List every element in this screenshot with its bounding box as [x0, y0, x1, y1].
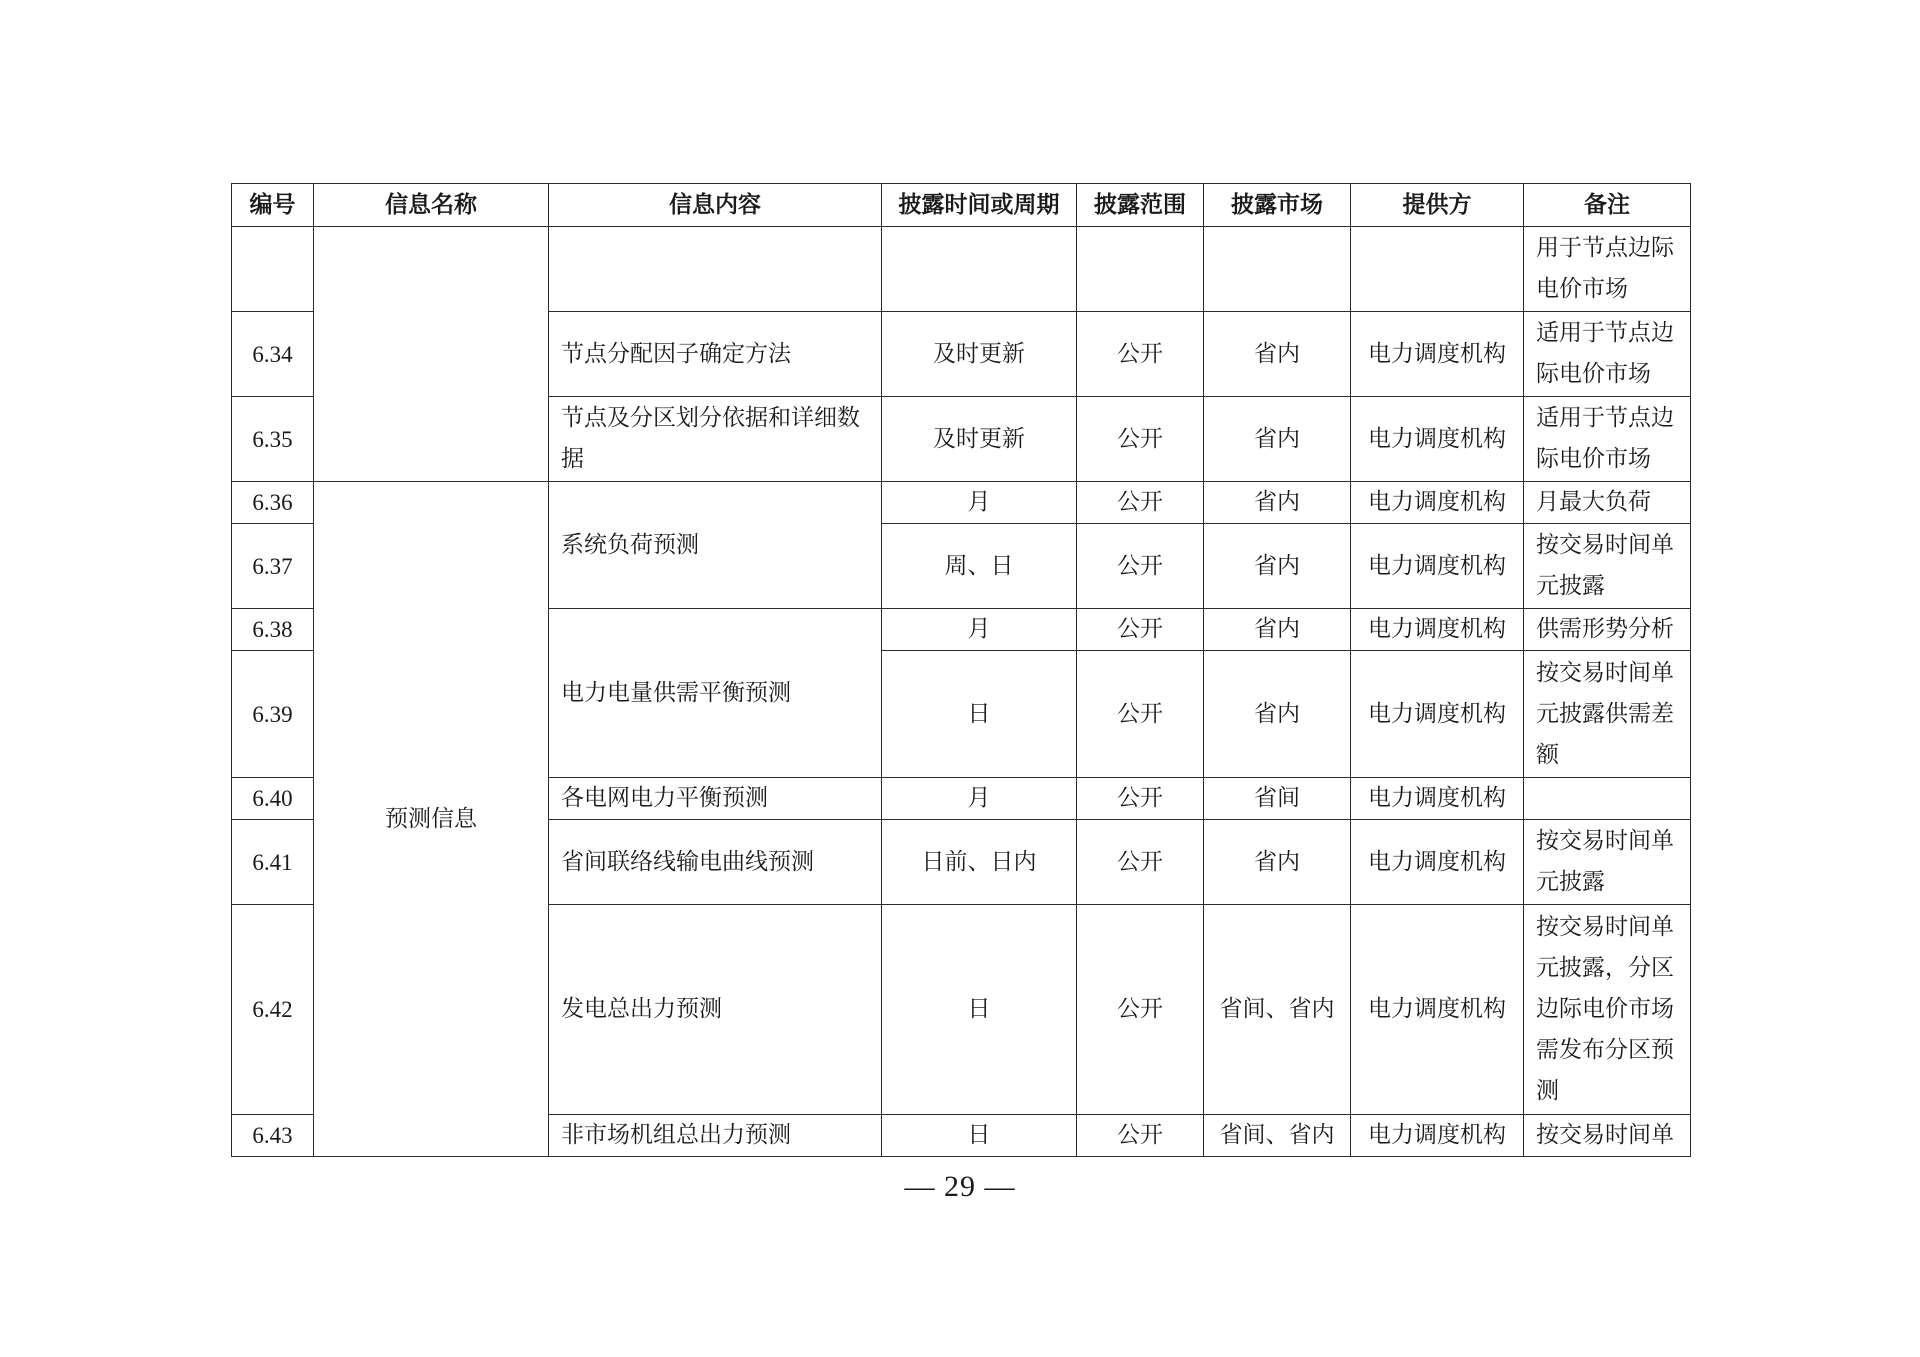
row-content: 发电总出力预测 [549, 905, 882, 1115]
row-period: 周、日 [882, 524, 1077, 609]
row-note: 适用于节点边际电价市场 [1524, 397, 1691, 482]
table-header-row [232, 184, 1691, 227]
disclosure-table [231, 183, 1691, 1157]
row-note: 按交易时间单 [1524, 1115, 1691, 1157]
table-row [232, 227, 1691, 312]
row-provider: 电力调度机构 [1351, 312, 1524, 397]
row-market: 省间、省内 [1204, 1115, 1351, 1157]
row-period: 日 [882, 1115, 1077, 1157]
row-market: 省间 [1204, 778, 1351, 820]
row-note [1524, 778, 1691, 820]
row-id: 6.36 [232, 482, 314, 524]
row-id: 6.40 [232, 778, 314, 820]
row-market [1204, 227, 1351, 312]
row-content: 系统负荷预测 [549, 482, 882, 609]
row-provider [1351, 227, 1524, 312]
row-provider: 电力调度机构 [1351, 905, 1524, 1115]
row-scope: 公开 [1077, 1115, 1204, 1157]
row-id: 6.39 [232, 651, 314, 778]
row-market: 省内 [1204, 609, 1351, 651]
row-id: 6.34 [232, 312, 314, 397]
row-scope: 公开 [1077, 482, 1204, 524]
row-note: 按交易时间单元披露 [1524, 820, 1691, 905]
row-period [882, 227, 1077, 312]
header-info-name: 信息名称 [314, 184, 549, 227]
row-period: 日 [882, 905, 1077, 1115]
row-scope: 公开 [1077, 524, 1204, 609]
row-note: 适用于节点边际电价市场 [1524, 312, 1691, 397]
row-period: 月 [882, 609, 1077, 651]
row-content: 非市场机组总出力预测 [549, 1115, 882, 1157]
row-period: 及时更新 [882, 397, 1077, 482]
row-provider: 电力调度机构 [1351, 482, 1524, 524]
row-market: 省内 [1204, 312, 1351, 397]
row-market: 省内 [1204, 482, 1351, 524]
row-content: 各电网电力平衡预测 [549, 778, 882, 820]
row-scope: 公开 [1077, 609, 1204, 651]
row-id: 6.37 [232, 524, 314, 609]
row-scope: 公开 [1077, 778, 1204, 820]
row-content [549, 227, 882, 312]
row-provider: 电力调度机构 [1351, 820, 1524, 905]
row-note: 用于节点边际电价市场 [1524, 227, 1691, 312]
info-name-forecast: 预测信息 [314, 482, 549, 1157]
row-content: 节点分配因子确定方法 [549, 312, 882, 397]
row-scope: 公开 [1077, 651, 1204, 778]
row-id: 6.38 [232, 609, 314, 651]
row-scope: 公开 [1077, 820, 1204, 905]
row-content: 电力电量供需平衡预测 [549, 609, 882, 778]
header-scope: 披露范围 [1077, 184, 1204, 227]
row-note: 供需形势分析 [1524, 609, 1691, 651]
row-period: 月 [882, 778, 1077, 820]
row-note: 按交易时间单元披露 [1524, 524, 1691, 609]
row-scope: 公开 [1077, 312, 1204, 397]
row-scope [1077, 227, 1204, 312]
row-content: 省间联络线输电曲线预测 [549, 820, 882, 905]
row-period: 日 [882, 651, 1077, 778]
page-number: — 29 — [904, 1170, 1016, 1203]
table-row [232, 482, 1691, 524]
row-market: 省内 [1204, 524, 1351, 609]
row-provider: 电力调度机构 [1351, 778, 1524, 820]
row-id: 6.41 [232, 820, 314, 905]
row-market: 省内 [1204, 651, 1351, 778]
row-period: 日前、日内 [882, 820, 1077, 905]
row-period: 月 [882, 482, 1077, 524]
row-id: 6.42 [232, 905, 314, 1115]
header-note: 备注 [1524, 184, 1691, 227]
header-period: 披露时间或周期 [882, 184, 1077, 227]
row-provider: 电力调度机构 [1351, 609, 1524, 651]
header-market: 披露市场 [1204, 184, 1351, 227]
row-provider: 电力调度机构 [1351, 1115, 1524, 1157]
info-name-prev-group [314, 227, 549, 482]
row-note: 月最大负荷 [1524, 482, 1691, 524]
row-scope: 公开 [1077, 397, 1204, 482]
row-market: 省内 [1204, 820, 1351, 905]
row-note: 按交易时间单元披露供需差额 [1524, 651, 1691, 778]
row-provider: 电力调度机构 [1351, 397, 1524, 482]
header-id: 编号 [232, 184, 314, 227]
row-period: 及时更新 [882, 312, 1077, 397]
row-id [232, 227, 314, 312]
header-info-content: 信息内容 [549, 184, 882, 227]
row-provider: 电力调度机构 [1351, 651, 1524, 778]
row-scope: 公开 [1077, 905, 1204, 1115]
header-provider: 提供方 [1351, 184, 1524, 227]
row-id: 6.43 [232, 1115, 314, 1157]
row-id: 6.35 [232, 397, 314, 482]
row-content: 节点及分区划分依据和详细数据 [549, 397, 882, 482]
row-market: 省内 [1204, 397, 1351, 482]
row-provider: 电力调度机构 [1351, 524, 1524, 609]
row-market: 省间、省内 [1204, 905, 1351, 1115]
row-note: 按交易时间单元披露，分区边际电价市场需发布分区预测 [1524, 905, 1691, 1115]
